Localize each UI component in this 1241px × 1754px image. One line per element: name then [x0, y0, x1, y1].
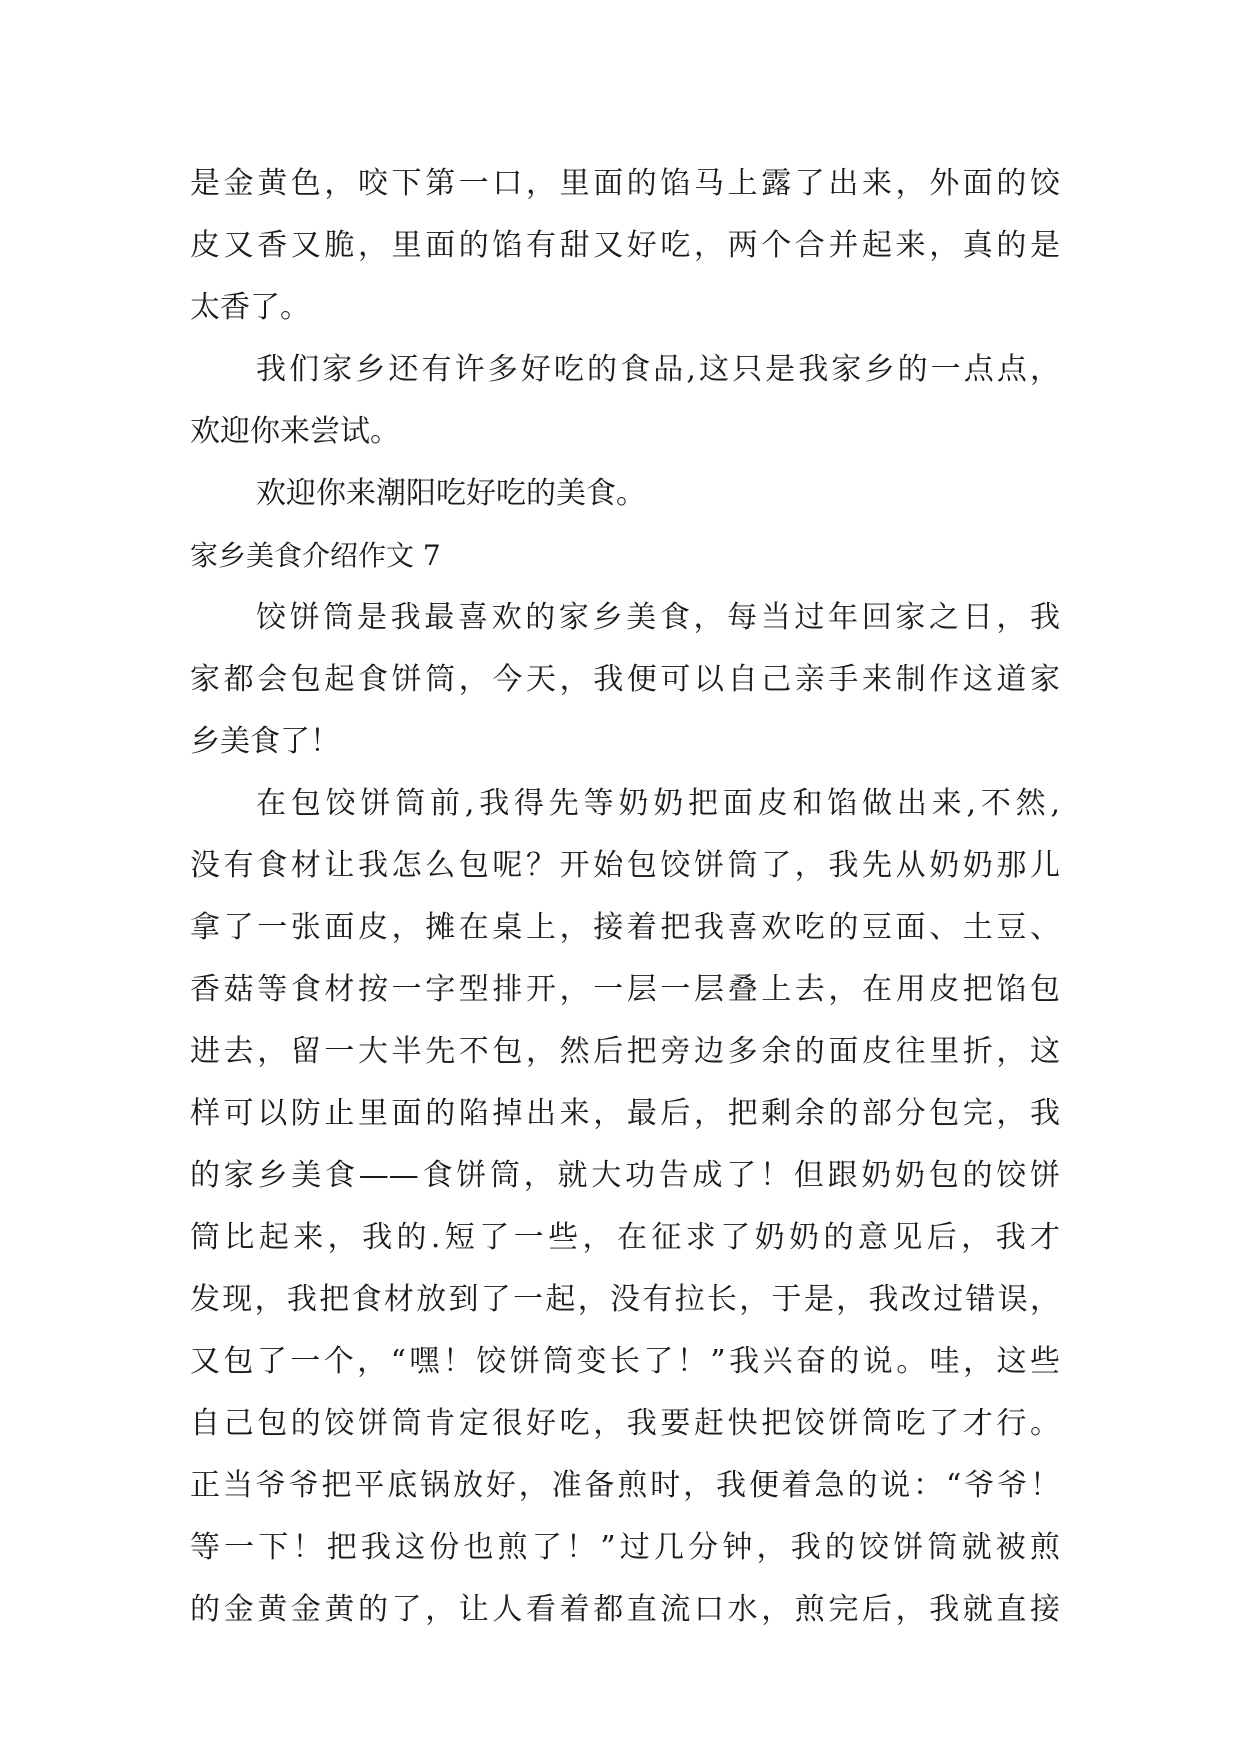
paragraph-line: 乡美食了！ [190, 724, 340, 759]
paragraph-line: 正当爷爷把平底锅放好，准备煎时，我便着急的说：“爷爷！ [190, 1468, 1060, 1503]
paragraph-line: 我们家乡还有许多好吃的食品,这只是我家乡的一点点， [256, 352, 1060, 387]
document-body [190, 153, 1060, 1641]
paragraph-line: 拿了一张面皮，摊在桌上，接着把我喜欢吃的豆面、土豆、 [190, 910, 1060, 945]
section-heading: 家乡美食介绍作文 7 [190, 539, 441, 572]
paragraph-line: 样可以防止里面的陷掉出来，最后，把剩余的部分包完，我 [190, 1096, 1060, 1131]
paragraph-line: 等一下！把我这份也煎了！”过几分钟，我的饺饼筒就被煎 [190, 1530, 1060, 1565]
paragraph-line: 自己包的饺饼筒肯定很好吃，我要赶快把饺饼筒吃了才行。 [190, 1406, 1060, 1441]
paragraph-line: 是金黄色，咬下第一口，里面的馅马上露了出来，外面的饺 [190, 166, 1060, 201]
paragraph-line: 发现，我把食材放到了一起，没有拉长，于是，我改过错误， [190, 1282, 1060, 1317]
paragraph-line: 香菇等食材按一字型排开，一层一层叠上去，在用皮把馅包 [190, 972, 1060, 1007]
paragraph-line: 的金黄金黄的了，让人看着都直流口水，煎完后，我就直接 [190, 1592, 1060, 1627]
paragraph-line: 在包饺饼筒前,我得先等奶奶把面皮和馅做出来,不然, [256, 786, 1060, 821]
paragraph-line: 没有食材让我怎么包呢？开始包饺饼筒了，我先从奶奶那儿 [190, 848, 1060, 883]
paragraph-line: 欢迎你来潮阳吃好吃的美食。 [256, 476, 646, 511]
paragraph-line: 家都会包起食饼筒，今天，我便可以自己亲手来制作这道家 [190, 662, 1060, 697]
paragraph-line: 又包了一个，“嘿！饺饼筒变长了！”我兴奋的说。哇，这些 [190, 1344, 1060, 1379]
paragraph-line: 皮又香又脆，里面的馅有甜又好吃，两个合并起来，真的是 [190, 228, 1060, 263]
paragraph-line: 的家乡美食——食饼筒，就大功告成了！但跟奶奶包的饺饼 [190, 1158, 1060, 1193]
paragraph-line: 进去，留一大半先不包，然后把旁边多余的面皮往里折，这 [190, 1034, 1060, 1069]
paragraph-line: 饺饼筒是我最喜欢的家乡美食，每当过年回家之日，我 [256, 600, 1060, 635]
paragraph-line: 太香了。 [190, 290, 310, 325]
paragraph-line: 筒比起来，我的.短了一些，在征求了奶奶的意见后，我才 [190, 1220, 1060, 1255]
paragraph-line: 欢迎你来尝试。 [190, 414, 400, 449]
